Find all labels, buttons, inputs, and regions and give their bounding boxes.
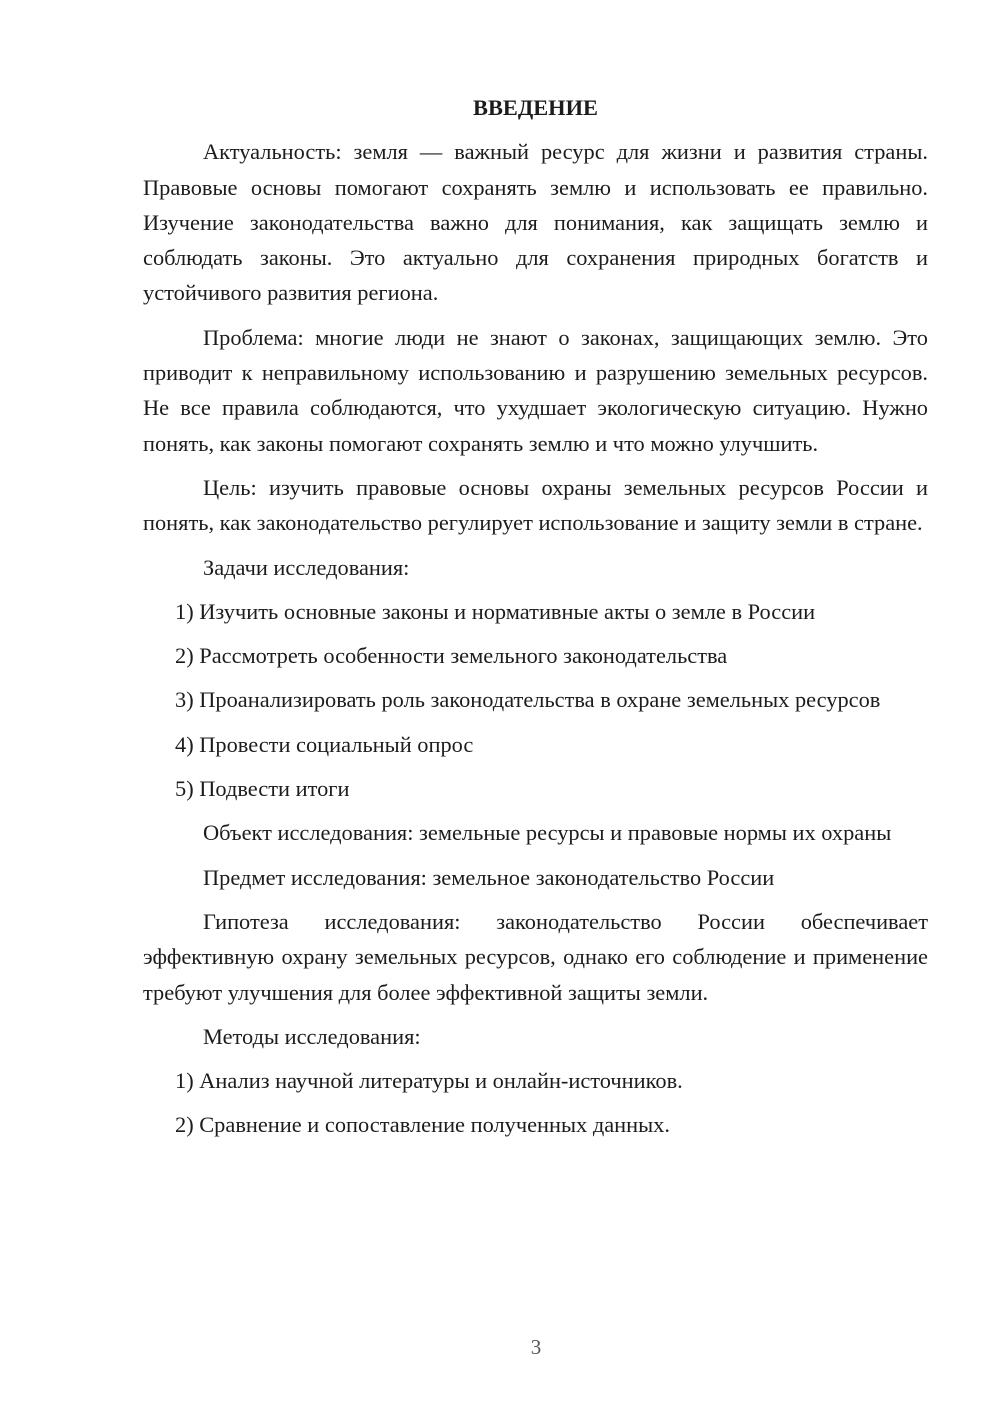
- page-number: 3: [530, 1335, 542, 1359]
- task-item: 3) Проанализировать роль законодательства в охране земельных ресурсов: [175, 687, 881, 713]
- task-item: 2) Рассмотреть особенности земельного законодательства: [175, 643, 728, 669]
- text-column: [143, 90, 928, 1152]
- tasks-label: Задачи исследования:: [203, 554, 410, 580]
- object-paragraph: Объект исследования: земельные ресурсы и правовые нормы их охраны: [203, 820, 892, 846]
- subject-paragraph: Предмет исследования: земельное законодательство России: [203, 864, 775, 890]
- task-item: 4) Провести социальный опрос: [175, 731, 474, 757]
- methods-label: Методы исследования:: [203, 1023, 421, 1049]
- problem-paragraph: Проблема: многие люди не знают о законах, защищающих землю. Это приводит к неправильному использованию и разрушению земельных ресурсов. Не все правила соблюдаются, что ухудшает экологическую ситуацию. Нужно понять, как законы помогают сохранять землю и что можно улучшить.: [143, 324, 928, 456]
- method-item: 1) Анализ научной литературы и онлайн-источников.: [175, 1068, 683, 1094]
- method-item: 2) Сравнение и сопоставление полученных данных.: [175, 1112, 670, 1138]
- hypothesis-paragraph: Гипотеза исследования: законодательство России обеспечивает эффективную охрану земельных ресурсов, однако его соблюдение и применение требуют улучшения для более эффективной защиты земли.: [143, 908, 928, 1005]
- task-item: 5) Подвести итоги: [175, 776, 350, 802]
- relevance-paragraph: Актуальность: земля — важный ресурс для жизни и развития страны. Правовые основы помогают сохранять землю и использовать ее правильно. Изучение законодательства важно для понимания, как защищать землю и соблюдать законы. Это актуально для сохранения природных богатств и устойчивого развития региона.: [143, 139, 928, 306]
- task-item: 1) Изучить основные законы и нормативные акты о земле в России: [175, 598, 816, 624]
- goal-paragraph: Цель: изучить правовые основы охраны земельных ресурсов России и понять, как законодательство регулирует использование и защиту земли в стране.: [143, 474, 928, 536]
- page-title: ВВЕДЕНИЕ: [473, 95, 598, 120]
